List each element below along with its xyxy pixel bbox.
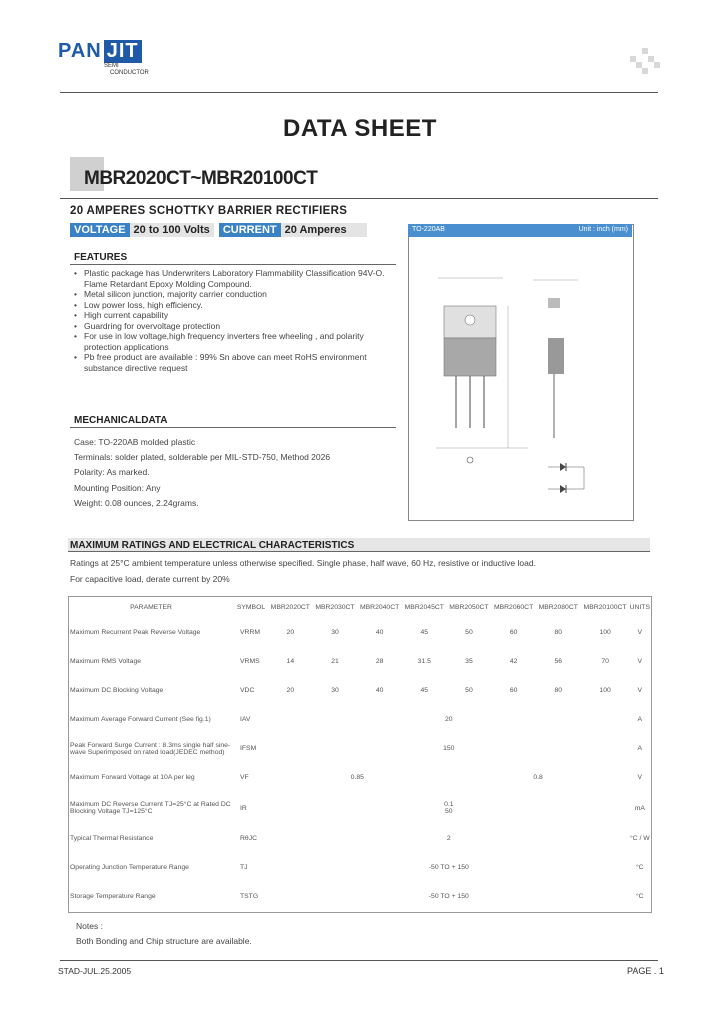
table-cell: 80: [554, 687, 563, 694]
header-cell: MBR2020CT: [270, 603, 310, 611]
table-cell: 40: [375, 687, 384, 694]
table-cell: Maximum RMS Voltage: [70, 658, 142, 665]
table-cell: 14: [286, 658, 295, 665]
header-cell: MBR20100CT: [583, 603, 627, 611]
table-cell: 40: [375, 629, 384, 636]
feature-item: • Pb free product are available : 99% Sn above can meet RoHS environment substance directive request: [74, 352, 394, 373]
footer-date: STAD-JUL.25.2005: [58, 966, 132, 976]
table-row: [68, 853, 650, 882]
table-cell: 20: [445, 716, 453, 723]
table-cell: VRMS: [240, 658, 260, 665]
header-cell: MBR2050CT: [449, 603, 489, 611]
table-cell: V: [637, 629, 643, 636]
table-cell: 21: [331, 658, 339, 665]
table-cell: Maximum Average Forward Current (See fig.1): [70, 716, 211, 723]
header-cell: MBR2040CT: [359, 603, 400, 611]
mechanical-item: Case: TO-220AB molded plastic: [74, 437, 196, 447]
table-cell: 20: [286, 687, 295, 694]
table-cell: 80: [554, 629, 563, 636]
package-header: [408, 224, 632, 237]
mechanical-rule: [70, 427, 396, 428]
table-cell: Storage Temperature Range: [70, 893, 156, 900]
table-cell: IAV: [240, 716, 251, 723]
features-list: [74, 268, 394, 373]
table-cell: 2: [446, 835, 451, 842]
feature-item: • High current capability: [74, 310, 394, 321]
page-title: DATA SHEET: [283, 115, 437, 142]
table-row: [68, 763, 650, 792]
max-ratings-rule: [68, 551, 650, 552]
company-logo: [58, 40, 149, 77]
feature-item: • Low power loss, high efficiency.: [74, 300, 394, 311]
title-rule: [60, 198, 658, 199]
table-cell: 30: [331, 629, 339, 636]
header-cell: MBR2030CT: [315, 603, 355, 611]
ratings-bar: [70, 223, 367, 237]
table-cell: IFSM: [240, 745, 257, 752]
notes: [76, 919, 252, 949]
package-name: TO-220AB: [412, 226, 445, 233]
header-cell: MBR2080CT: [538, 603, 578, 611]
logo-sub2: CONDUCTOR: [110, 70, 149, 76]
table-cell: 50: [465, 629, 473, 636]
feature-item: • Plastic package has Underwriters Laboratory Flammability Classification 94V-O. Flame Retardant Epoxy Molding Compound.: [74, 268, 394, 289]
table-cell: 28: [375, 658, 384, 665]
header-cell: PARAMETER: [130, 603, 172, 611]
current-value: 20 Amperes: [281, 223, 367, 237]
table-cell: V: [637, 658, 643, 665]
table-cell: VRRM: [240, 629, 261, 636]
ratings-note-2: For capacitive load, derate current by 20%: [70, 574, 230, 584]
table-cell: TJ: [240, 864, 248, 871]
ratings-note-1: Ratings at 25°C ambient temperature unless otherwise specified. Single phase, half wave, 60 Hz, resistive or inductive load.: [70, 558, 536, 568]
table-cell: A: [637, 745, 643, 752]
table-cell: °C / W: [629, 835, 650, 842]
feature-item: • For use in low voltage,high frequency inverters free wheeling , and polarity protection applications: [74, 331, 394, 352]
table-cell: Operating Junction Temperature Range: [70, 864, 189, 871]
voltage-value: 20 to 100 Volts: [130, 223, 214, 237]
table-cell: 56: [554, 658, 563, 665]
table-cell: 60: [509, 687, 518, 694]
table-cell: 70: [601, 658, 609, 665]
mechanical-title: MECHANICALDATA: [74, 415, 168, 426]
table-cell: 100: [599, 687, 611, 694]
table-cell: 31.5: [417, 658, 431, 665]
table-row: [68, 792, 650, 824]
mechanical-item: Polarity: As marked.: [74, 467, 150, 478]
feature-item: • Guardring for overvoltage protection: [74, 321, 394, 332]
ratings-table: [68, 596, 650, 911]
table-row: [68, 647, 650, 676]
table-row: [68, 824, 650, 853]
table-cell: 0.8: [533, 774, 543, 781]
table-cell: 20: [286, 629, 295, 636]
table-cell: Maximum DC Blocking Voltage: [70, 687, 164, 694]
feature-item: • Metal silicon junction, majority carrier conduction: [74, 289, 394, 300]
table-cell: Typical Thermal Resistance: [70, 835, 154, 842]
header-cell: MBR2045CT: [404, 603, 444, 611]
table-cell: Maximum Recurrent Peak Reverse Voltage: [70, 629, 201, 636]
table-row: [68, 676, 650, 705]
table-cell: 35: [465, 658, 473, 665]
header-cell: MBR2060CT: [493, 603, 534, 611]
notes-title: Notes :: [76, 921, 103, 931]
table-row: [68, 705, 650, 734]
logo-sub1: SEMI: [104, 63, 119, 69]
table-cell: IR: [240, 804, 247, 812]
table-cell: 30: [331, 687, 339, 694]
table-cell: 50: [465, 687, 473, 694]
table-cell: Maximum DC Reverse Current TJ=25°C at Rated DC Blocking Voltage TJ=125°C: [70, 801, 231, 815]
table-cell: -50 TO + 150: [428, 893, 469, 900]
table-cell: TSTG: [240, 893, 259, 900]
logo-brand: PAN JIT: [58, 40, 149, 63]
table-cell: 60: [509, 629, 518, 636]
decor-checker: [630, 48, 662, 76]
table-cell: 100: [599, 629, 611, 636]
max-ratings-title: MAXIMUM RATINGS AND ELECTRICAL CHARACTERISTICS: [70, 540, 355, 551]
table-cell: 45: [420, 629, 429, 636]
footer-rule: [60, 960, 658, 961]
table-cell: -50 TO + 150: [428, 864, 469, 871]
table-cell: VDC: [240, 687, 255, 694]
notes-text: Both Bonding and Chip structure are available.: [76, 936, 252, 946]
header-rule: [60, 92, 658, 93]
footer-page: PAGE . 1: [627, 966, 664, 976]
table-cell: 42: [509, 658, 518, 665]
table-cell: 150: [443, 745, 455, 752]
table-cell: V: [637, 774, 643, 781]
table-cell: RθJC: [240, 835, 257, 842]
mechanical-item: Terminals: solder plated, solderable per MIL-STD-750, Method 2026: [74, 452, 331, 463]
table-cell: °C: [635, 893, 644, 900]
package-outline-svg: [408, 238, 632, 518]
current-label: CURRENT: [219, 223, 281, 237]
table-cell: mA: [634, 804, 645, 812]
package-unit: Unit : inch (mm): [578, 226, 628, 233]
mechanical-item: Mounting Position: Any: [74, 482, 161, 493]
subtitle: 20 AMPERES SCHOTTKY BARRIER RECTIFIERS: [70, 205, 348, 217]
table-cell: V: [637, 687, 643, 694]
voltage-label: VOLTAGE: [70, 223, 130, 237]
table-cell: 0.85: [350, 774, 364, 781]
table-row: [68, 618, 650, 647]
mechanical-item: Weight: 0.08 ounces, 2.24grams.: [74, 497, 199, 508]
table-cell: Peak Forward Surge Current : 8.3ms single half sine-wave Superimposed on rated load(JEDEC method): [70, 741, 231, 756]
table-cell: VF: [240, 774, 249, 781]
header-cell: SYMBOL: [236, 603, 266, 611]
table-cell: 0.1 50: [444, 801, 454, 815]
features-rule: [70, 264, 396, 265]
table-cell: °C: [635, 864, 644, 871]
table-cell: A: [637, 716, 643, 723]
header-cell: UNITS: [629, 603, 650, 611]
table-header-row: [68, 596, 650, 618]
part-number: MBR2020CT~MBR20100CT: [84, 168, 318, 189]
features-title: FEATURES: [74, 252, 128, 263]
table-cell: 45: [420, 687, 429, 694]
mechanical-list: [74, 435, 330, 511]
table-row: [68, 882, 650, 911]
table-cell: Maximum Forward Voltage at 10A per leg: [70, 774, 195, 781]
table-row: [68, 734, 650, 763]
